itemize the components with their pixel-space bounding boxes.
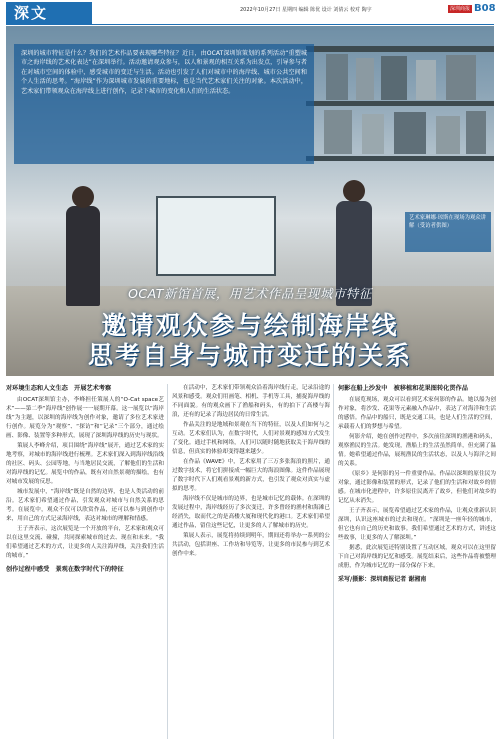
byline: 采写/摄影：深圳商报记者 谢湘南 [338,575,427,583]
shelf [306,101,494,106]
shelf [306,46,494,52]
article-column-3 [338,384,496,584]
intro-text: 深圳的城市特征是什么？我们的艺术作品要表现哪些特征？近日，由OCAT深圳馆策划的系列活动“重塑城市之海岸线的艺术化表达”在深圳举行。活动邀请观众参与，以人和景观的相互关系为出发点，引导参与者在对城市空间的体验中，感受城市的变迁与生活。活动也引发了人们对城市中的海岸线、城市公共空间和个人生活的思考。“海岸线”作为深圳城市发展的重要地标，也是当代艺术家们关注的对象。本次活动中，艺术家们带领观众在海岸线上进行创作，记录下城市的变化和人们的生活状态。 [21,50,307,95]
paragraph: 海岸线不仅是城市的边界，也是城市记忆的载体。在深圳的发展过程中，海岸线经历了多次变迁，许多曾经的渔村和海滩已经消失，取而代之的是高楼大厦和现代化的港口。艺术家们希望通过作品，留住这些记忆，让更多的人了解城市的历史。 [172,495,330,529]
photo-caption [405,212,491,252]
book [362,114,384,154]
book [446,55,476,100]
paragraph: 策展人表示，展览将持续到明年，期间还将举办一系列的公共活动，包括讲座、工作坊和导览等，让更多的市民参与到艺术创作中来。 [172,532,330,557]
book [356,58,374,100]
person-head [72,186,94,208]
column-divider [333,384,334,739]
paragraph: 《原乡》是何影的另一件重要作品。作品以深圳的原住民为对象，通过影像和装置的形式，记录了他们的生活和对故乡的情感。在城市化进程中，许多原住民离开了故乡，但他们对故乡的记忆从未消失。 [338,470,496,505]
article-column-1 [6,384,164,577]
paragraph: 何影介绍，她在创作过程中，多次前往深圳的渔港和码头，观察渔民的生活。她发现，渔船上的生活虽然简单，但充满了温情。她希望通过作品，展现渔民的生活状态，以及人与海洋之间的关系。 [338,433,496,468]
column-1-heading: 对环境生态和人文生态 开展艺术考察 [6,385,112,392]
shelf [306,156,494,161]
paragraph: 王子齐表示，展览希望通过艺术家的作品，让观众重新认识深圳，认识这座城市的过去和现在。“深圳是一座年轻的城市，但它也有自己的历史和故事。我们希望通过艺术的方式，讲述这些故事，让更多的人了解深圳。” [338,507,496,541]
book [466,111,486,154]
page-header [0,0,500,26]
paragraph: 策展人李峰介绍，项目围绕“海岸线”展开，通过艺术家的实地考察，对城市的海岸线进行梳理。艺术家们深入到海岸线沿线的社区、码头、公园等地，与当地居民交流，了解他们的生活和对海岸线的记忆。展览中的作品，既有对自然景观的描绘，也有对城市发展的反思。 [6,442,164,486]
display-screen [156,196,276,276]
paragraph: 在展览现场，观众可以看到艺术家何影的作品。她以船为创作对象，将沙发、花果等元素融入作品中，表达了对海洋和生活的感悟。作品中的船只，既是交通工具，也是人们生活的空间，承载着人们的梦想与希望。 [338,397,496,431]
paragraph: 在作品《WAVE》中，艺术家用了三万多张海浪的照片，通过数字技术，将它们拼接成一幅巨大的海浪图像。这件作品展现了数字时代下人们观看景观的新方式，也引发了观众对真实与虚拟的思考。 [172,458,330,493]
header-rule [6,24,494,25]
section-tag: 深文 [6,2,92,24]
headline-line-2: 思考自身与城市变迁的关系 [87,341,412,370]
column-3-heading: 何影在船上沙发中 被移植和花果图转化贯作品 [338,385,468,392]
header-tag: 深圳商报 [450,6,471,12]
book [394,112,426,154]
paragraph: 据悉，此次展览还特别设置了互动区域，观众可以在这里留下自己对海岸线的记忆和感受。展览结束后，这些作品将被整理成册，作为城市记忆的一部分保存下来。 [338,544,496,569]
paragraph: 王子齐表示，这次展览是一个开放的平台，艺术家和观众可以在这里交流、碰撞，共同探索城市的过去、现在和未来。“我们希望通过艺术的方式，让更多的人关注海岸线，关注我们生活的城市。” [6,525,164,560]
header-meta: 2022年10月27日 星期四 编辑 陈优 设计 刘倩云 校对 陶宇 [240,7,372,13]
column-2-heading: 创作过程中感受 景观在数字时代下的特征 [6,566,124,574]
paragraph: 在活动中，艺术家们带领观众沿着海岸线行走，记录沿途的风景和感受。观众们用画笔、相机、手机等工具，捕捉海岸线的不同面貌。有的观众画下了渔船和码头，有的拍下了高楼与海浪，还有的记录了海边居民的日常生活。 [172,385,330,419]
book [416,60,436,100]
book [326,54,348,100]
book [381,56,407,100]
book [324,110,352,154]
photo-caption-text: 艺术家琳娜·琼斯在现场为观众讲解（受访者供图） [409,215,487,229]
article-column-2 [172,384,330,559]
page-number: B08 [474,3,496,14]
book [436,116,460,154]
column-divider [167,384,168,739]
paragraph: 由OCAT深圳馆主办，李峰担任策展人的“O-Cat space艺术”——第二季“海岸线”创作展一一展期开幕。这一展览以“海岸线”为主题，以深圳的海岸线为创作对象，邀请了多位艺术家进行创作。展览分为“观察”、“探访”和“记录”三个部分，通过绘画、影像、装置等多种形式，展现了深圳海岸线的历史与现状。 [6,397,164,440]
subtitle: OCAT新馆首展，用艺术作品呈现城市特征 [128,286,372,301]
intro-box [14,44,314,164]
headline-line-1: 邀请观众参与绘制海岸线 [101,311,399,340]
paragraph: 作品关注的是地域和景观在当下的特征，以及人们如何与之互动。艺术家们认为，在数字时代，人们对景观的感知方式发生了变化。通过手机和网络，人们可以随时随地获取关于海岸线的信息，但真实的体验却变得越来越少。 [172,421,330,456]
paragraph: 城市发展中，“海岸线”既是自然的边界，也是人类活动的前沿。艺术家们希望通过作品，引发观众对城市与自然关系的思考。在展览中，观众不仅可以欣赏作品，还可以参与到创作中来，用自己的方式记录海岸线，表达对城市的理解和情感。 [6,488,164,523]
person-head [343,180,365,202]
